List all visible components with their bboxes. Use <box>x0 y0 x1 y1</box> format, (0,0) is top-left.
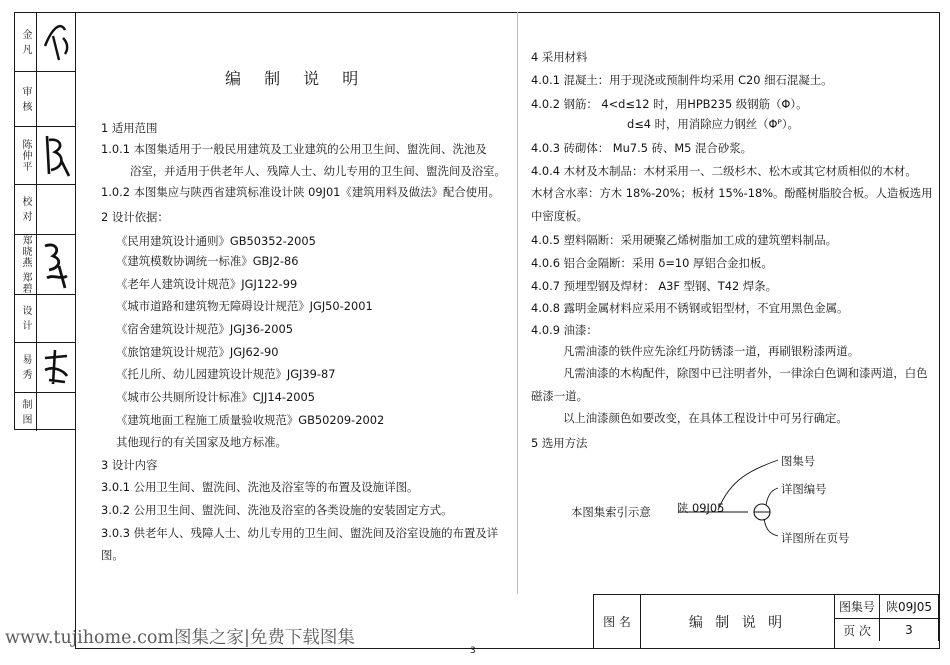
strip-label: 审 核 <box>20 85 31 113</box>
text-line: 凡需油漆的木构配件，除图中已注明者外，一律涂白色调和漆两道，白色 <box>563 366 928 380</box>
text-line: 中密度板。 <box>531 209 588 223</box>
strip-row <box>15 234 75 294</box>
watermark: www.tujihome.com图集之家|免费下载图集 <box>5 628 355 648</box>
text-line: 4.0.3 砖砌体： Mu7.5 砖、M5 混合砂浆。 <box>531 141 753 155</box>
text-line: 3.0.2 公用卫生间、盥洗间、洗池及浴室的各类设施的安装固定方式。 <box>101 503 453 517</box>
text-line: 4.0.6 铝合金隔断：采用 δ=10 厚铝合金扣板。 <box>531 256 773 270</box>
strip-label: 陈仲平 <box>20 139 31 172</box>
text-line: 图。 <box>101 548 124 562</box>
text-line: 凡需油漆的铁件应先涂红丹防锈漆一道，再刷银粉漆两道。 <box>563 344 860 358</box>
reference-item: 《老年人建筑设计规范》JGJ122-99 <box>116 277 298 291</box>
strip-label: 易 秀 <box>20 354 31 381</box>
title-block-page-value: 3 <box>880 619 939 641</box>
text-line: 1.0.2 本图集应与陕西省建筑标准设计陕 09J01《建筑用料及做法》配合使用。 <box>101 185 500 199</box>
strip-label: 校 对 <box>20 196 31 223</box>
signature-mark <box>39 238 73 292</box>
strip-row <box>15 294 75 342</box>
text-line: 3.0.1 公用卫生间、盥洗间、洗池及浴室等的布置及设施详图。 <box>101 480 419 494</box>
reference-item: 《城市公共厕所设计标准》CJJ14-2005 <box>116 390 315 404</box>
text-line: 浴室，并适用于供老年人、残障人士、幼儿专用的卫生间、盥洗间及浴室。 <box>130 164 506 178</box>
title-block-name-label: 图 名 <box>594 595 641 648</box>
strip-row <box>15 71 75 126</box>
text-line: 1.0.1 本图集适用于一般民用建筑及工业建筑的公用卫生间、盥洗间、洗池及 <box>101 142 487 156</box>
page-number: 3 <box>470 646 476 656</box>
reference-item: 《民用建筑设计通则》GB50352-2005 <box>116 234 316 248</box>
index-label-detail: 详图编号 <box>781 482 827 496</box>
signature-strip <box>14 12 76 430</box>
strip-row <box>15 126 75 184</box>
index-atlas-code: 陕 09J05 <box>677 501 725 515</box>
strip-label: 郑晓燕 郑碧 <box>20 234 31 295</box>
index-label-atlas: 图集号 <box>781 454 816 468</box>
reference-item: 《建筑模数协调统一标准》GBJ2-86 <box>116 254 299 268</box>
document-title: 编 制 说 明 <box>225 69 368 88</box>
strip-label: 金 凡 <box>20 28 31 56</box>
strip-row <box>15 392 75 431</box>
text-line: 4.0.9 油漆： <box>531 323 598 337</box>
text-line: 以上油漆颜色如要改变，在具体工程设计中可另行确定。 <box>563 411 848 425</box>
strip-row <box>15 184 75 234</box>
text-line: 其他现行的有关国家及地方标准。 <box>116 435 287 449</box>
section-heading: 2 设计依据： <box>101 210 169 224</box>
text-line: 木材含水率：方木 18%-20%；板材 15%-18%。酚醛树脂胶合板。人造板选用 <box>531 186 933 200</box>
text-line: 磁漆一道。 <box>531 389 588 403</box>
section-heading: 4 采用材料 <box>531 50 588 64</box>
reference-item: 《托儿所、幼儿园建筑设计规范》JGJ39-87 <box>116 367 336 381</box>
signature-mark <box>39 346 73 390</box>
title-block <box>593 594 940 649</box>
reference-item: 《城市道路和建筑物无障碍设计规范》JGJ50-2001 <box>116 299 373 313</box>
column-divider <box>517 12 518 594</box>
strip-label: 制 图 <box>20 398 31 426</box>
section-heading: 5 选用方法 <box>531 436 588 450</box>
text-line: 4.0.4 木材及木制品：木材采用一、二级杉木、松木或其它材质相似的木材。 <box>531 164 917 178</box>
index-caption: 本图集索引示意 <box>571 505 651 519</box>
text-line: 4.0.7 预埋型钢及焊材： A3F 型钢、T42 焊条。 <box>531 279 777 293</box>
signature-mark <box>39 16 73 66</box>
index-label-page: 详图所在页号 <box>781 531 850 545</box>
title-block-atlas-value: 陕09J05 <box>880 595 939 619</box>
text-line: 3.0.3 供老年人、残障人士、幼儿专用的卫生间、盥洗间及浴室设施的布置及详 <box>101 526 499 540</box>
strip-row <box>15 13 75 71</box>
signature-mark <box>39 130 73 182</box>
reference-item: 《建筑地面工程施工质量验收规范》GB50209-2002 <box>116 413 385 427</box>
text-line: 4.0.1 混凝土：用于现浇或预制件均采用 C20 细石混凝土。 <box>531 73 833 87</box>
text-line: 4.0.5 塑料隔断：采用硬聚乙烯树脂加工成的建筑塑料制品。 <box>531 233 837 247</box>
reference-item: 《旅馆建筑设计规范》JGJ62-90 <box>116 345 279 359</box>
section-heading: 3 设计内容 <box>101 458 158 472</box>
strip-row <box>15 342 75 392</box>
strip-label: 设 计 <box>20 305 31 332</box>
section-heading: 1 适用范围 <box>101 121 158 135</box>
text-line: 4.0.8 露明金属材料应采用不锈钢或铝型材，不宜用黑色金属。 <box>531 301 849 315</box>
title-block-atlas-label: 图集号 <box>835 595 880 619</box>
text-line: 4.0.2 钢筋： 4<d≤12 时，用HPB235 级钢筋（Φ）。 <box>531 97 808 111</box>
title-block-page-label: 页 次 <box>835 619 880 641</box>
text-line: d≤4 时，用消除应力钢丝（Φᴾ）。 <box>627 117 799 131</box>
title-block-name-value: 编 制 说 明 <box>641 595 835 648</box>
reference-item: 《宿舍建筑设计规范》JGJ36-2005 <box>116 322 294 336</box>
